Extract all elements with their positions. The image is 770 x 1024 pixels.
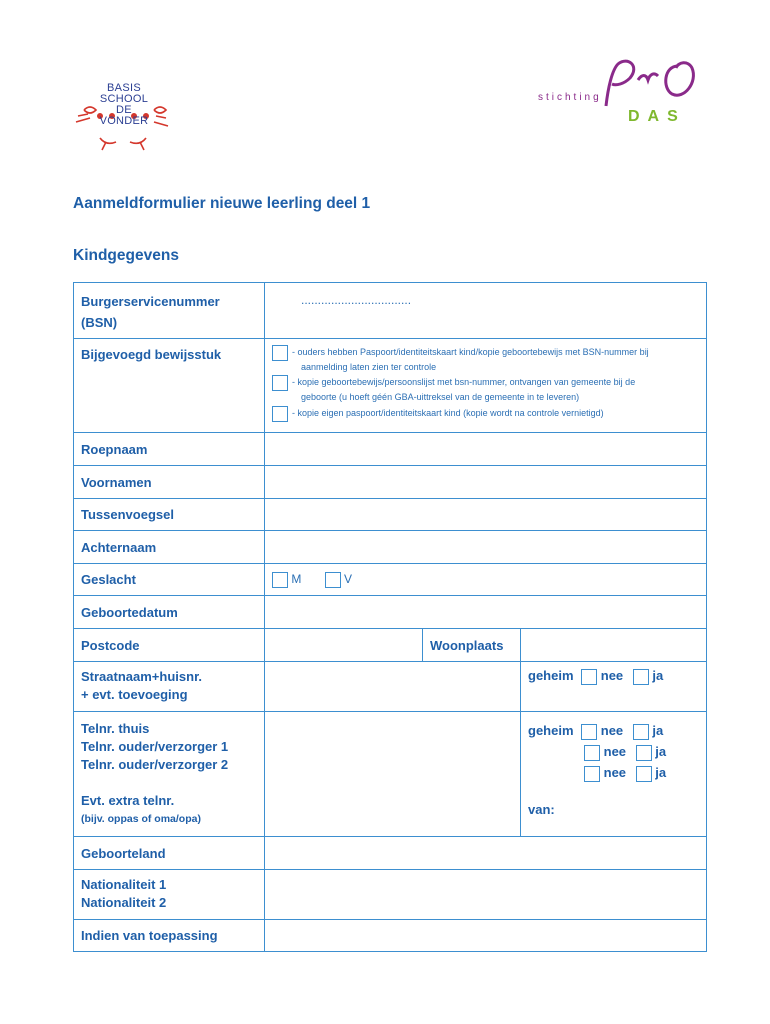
roepnaam-label: Roepnaam — [74, 433, 265, 466]
tel-1-ja-label: ja — [652, 723, 664, 738]
nationaliteit-input[interactable] — [265, 870, 707, 920]
form-title: Aanmeldformulier nieuwe leerling deel 1 — [73, 195, 371, 212]
straat-ja-checkbox[interactable] — [633, 669, 649, 685]
child-data-table — [73, 282, 707, 952]
straat-ja-label: ja — [652, 668, 664, 683]
indien-label: Indien van toepassing — [74, 920, 265, 952]
row-achternaam — [74, 531, 707, 564]
roepnaam-input[interactable] — [265, 433, 707, 466]
row-roepnaam — [74, 433, 707, 466]
row-indien — [74, 920, 707, 952]
nationaliteit-label-1: Nationaliteit 1 — [81, 877, 167, 892]
telefoon-label — [74, 712, 265, 837]
tel-2-ja-label: ja — [655, 744, 667, 759]
geboorteland-label: Geboorteland — [74, 837, 265, 870]
bewijsstuk-checkbox-3[interactable] — [272, 406, 288, 422]
geslacht-label: Geslacht — [74, 564, 265, 596]
pro-script-icon — [598, 58, 708, 113]
bewijsstuk-option-3 — [272, 406, 699, 422]
bewijsstuk-option-2-line-1: - kopie geboortebewijs/persoonslijst met bsn-nummer, ontvangen van gemeente bij de — [292, 377, 636, 387]
geboorteland-input[interactable] — [265, 837, 707, 870]
logo-line-4: VONDER — [99, 115, 149, 127]
tel-2-nee-checkbox[interactable] — [584, 745, 600, 761]
tel-1-nee-checkbox[interactable] — [581, 724, 597, 740]
logo-das-text: DAS — [628, 108, 686, 125]
geboortedatum-input[interactable] — [265, 596, 707, 629]
school-logo — [70, 80, 175, 155]
bewijsstuk-option-3-line-1: - kopie eigen paspoort/identiteitskaart kind (kopie wordt na controle vernietigd) — [292, 408, 604, 418]
straat-label — [74, 662, 265, 712]
tel-2-nee-label: nee — [603, 744, 627, 759]
geslacht-v-label: V — [344, 571, 353, 586]
tel-3-ja-checkbox[interactable] — [636, 766, 652, 782]
bsn-label — [74, 283, 265, 339]
bewijsstuk-option-2-line-2: geboorte (u hoeft géén GBA-uittreksel van de gemeente in te leveren) — [301, 392, 580, 402]
tel-1-nee-label: nee — [600, 723, 624, 738]
straat-input[interactable] — [265, 662, 521, 712]
tel-label-extra-note: (bijv. oppas of oma/opa) — [81, 813, 201, 825]
tel-geheim-label: geheim — [528, 723, 574, 738]
row-telefoon — [74, 712, 707, 837]
row-geboortedatum — [74, 596, 707, 629]
bewijsstuk-option-2 — [272, 375, 699, 406]
indien-input[interactable] — [265, 920, 707, 952]
row-tussenvoegsel — [74, 499, 707, 531]
tel-label-extra: Evt. extra telnr. — [81, 793, 175, 808]
geslacht-options — [265, 564, 707, 596]
geslacht-m-checkbox[interactable] — [272, 572, 288, 588]
row-voornamen — [74, 466, 707, 499]
tel-3-nee-label: nee — [603, 765, 627, 780]
telefoon-geheim — [521, 712, 707, 837]
woonplaats-label: Woonplaats — [423, 629, 521, 662]
voornamen-label: Voornamen — [74, 466, 265, 499]
bsn-label-line-1: Burgerservicenummer — [81, 294, 220, 309]
achternaam-label: Achternaam — [74, 531, 265, 564]
bewijsstuk-option-1-line-1: - ouders hebben Paspoort/identiteitskaart kind/kopie geboortebewijs met BSN-nummer bij — [292, 347, 649, 357]
geslacht-v-checkbox[interactable] — [325, 572, 341, 588]
straat-nee-checkbox[interactable] — [581, 669, 597, 685]
row-postcode — [74, 629, 707, 662]
logo-stichting-text: stichting — [538, 92, 602, 103]
achternaam-input[interactable] — [265, 531, 707, 564]
row-geslacht — [74, 564, 707, 596]
tel-3-ja-label: ja — [655, 765, 667, 780]
bewijsstuk-option-1 — [272, 345, 699, 375]
bsn-placeholder: ................................. — [301, 293, 412, 307]
straat-geheim-label: geheim — [528, 668, 574, 683]
bewijsstuk-label: Bijgevoegd bewijsstuk — [74, 339, 265, 433]
nationaliteit-label-2: Nationaliteit 2 — [81, 895, 167, 910]
logo-line-3: DE — [116, 104, 132, 116]
row-geboorteland — [74, 837, 707, 870]
tel-1-ja-checkbox[interactable] — [633, 724, 649, 740]
row-straat — [74, 662, 707, 712]
bsn-label-line-2: (BSN) — [81, 315, 118, 330]
postcode-label: Postcode — [74, 629, 265, 662]
row-nationaliteit — [74, 870, 707, 920]
bewijsstuk-option-1-line-2: aanmelding laten zien ter controle — [301, 362, 437, 372]
straat-geheim — [521, 662, 707, 712]
telefoon-input[interactable] — [265, 712, 521, 837]
nationaliteit-label — [74, 870, 265, 920]
geslacht-m-label: M — [291, 571, 302, 586]
bewijsstuk-checkbox-2[interactable] — [272, 375, 288, 391]
tel-2-ja-checkbox[interactable] — [636, 745, 652, 761]
straat-nee-label: nee — [600, 668, 624, 683]
tel-van-label: van: — [528, 802, 555, 817]
straat-label-line-2: + evt. toevoeging — [81, 687, 188, 702]
bewijsstuk-options — [265, 339, 707, 433]
bewijsstuk-checkbox-1[interactable] — [272, 345, 288, 361]
geboortedatum-label: Geboortedatum — [74, 596, 265, 629]
woonplaats-input[interactable] — [521, 629, 707, 662]
tussenvoegsel-input[interactable] — [265, 499, 707, 531]
row-bsn — [74, 283, 707, 339]
tel-3-nee-checkbox[interactable] — [584, 766, 600, 782]
section-title: Kindgegevens — [73, 247, 179, 264]
row-bewijsstuk — [74, 339, 707, 433]
voornamen-input[interactable] — [265, 466, 707, 499]
tel-label-thuis: Telnr. thuis — [81, 721, 150, 736]
postcode-input[interactable] — [265, 629, 423, 662]
logo-line-2: SCHOOL — [99, 93, 149, 105]
tussenvoegsel-label: Tussenvoegsel — [74, 499, 265, 531]
straat-label-line-1: Straatnaam+huisnr. — [81, 669, 203, 684]
tel-label-ouder-1: Telnr. ouder/verzorger 1 — [81, 739, 229, 754]
tel-label-ouder-2: Telnr. ouder/verzorger 2 — [81, 757, 229, 772]
foundation-logo — [530, 58, 710, 133]
bsn-input[interactable] — [265, 283, 707, 339]
logo-line-1: BASIS — [107, 82, 141, 94]
